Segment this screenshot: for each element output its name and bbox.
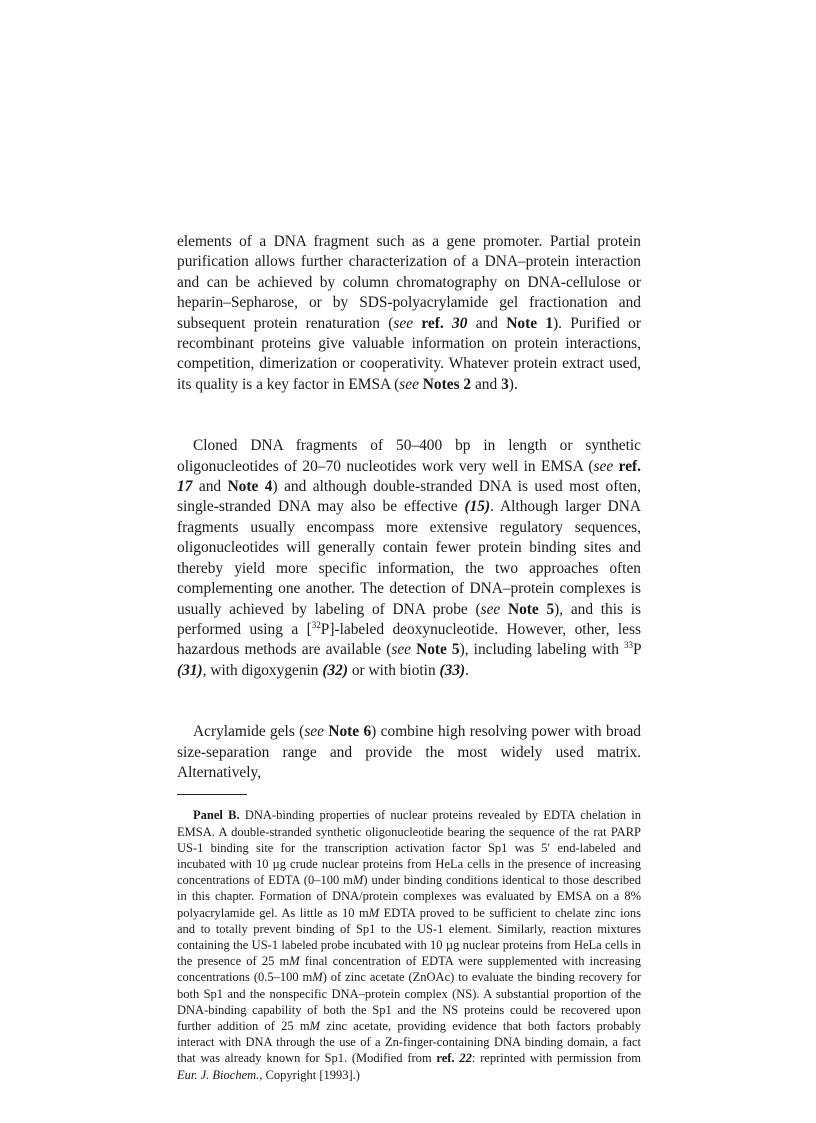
- journal-name: Eur. J. Biochem.: [177, 1067, 260, 1082]
- note-5-link: Note 5: [507, 600, 555, 618]
- footnote-divider: [177, 794, 247, 795]
- note-1-link: Note 1: [506, 314, 554, 332]
- page-body: [177, 232, 641, 1083]
- note-5-link-second: Note 5: [416, 641, 460, 659]
- note-6-link: Note 6: [328, 723, 372, 741]
- figure-legend-panel-b: Panel B. DNA-binding properties of nuclear proteins revealed by EDTA chelation in EMSA. A double-stranded synthetic oligonucleotide bearing the sequence of the rat PARP US-1 binding site for the transcription activation factor Sp1 was 5′ end-labeled and incubated with 10 µg crude nuclear proteins from HeLa cells in the presence of increasing concentrations of EDTA (0–100 mM) under binding conditions identical to those described in this chapter. Formation of DNA/protein complexes was evaluated by EMSA on a 8% polyacrylamide gel. As little as 10 mM EDTA proved to be sufficient to chelate zinc ions and to totally prevent binding of Sp1 to the US-1 element. Similarly, reaction mixtures containing the US-1 labeled probe incubated with 10 µg nuclear proteins from HeLa cells in the presence of 25 mM final concentration of EDTA were supplemented with increasing concentrations (0.5–100 mM) of zinc acetate (ZnOAc) to evaluate the binding recovery for both Sp1 and the nonspecific DNA–protein complex (NS). A substantial proportion of the DNA-binding capability of both the Sp1 and the NS proteins could be recovered upon further addition of 25 mM zinc acetate, providing evidence that both factors probably interact with DNA through the use of a Zn-finger-containing DNA binding domain, a fact that was already known for Sp1. (Modified from ref. 22: reprinted with permission from Eur. J. Biochem., Copyright [1993].): [177, 808, 642, 1082]
- note-4-link: Note 4: [227, 478, 273, 496]
- paragraph-protein-extracts: elements of a DNA fragment such as a gene promoter. Partial protein purification allows further characterization of a DNA–protein interaction and can be achieved by column chromatography on DNA-cellulose or heparin–Sepharose, or by SDS-polyacrylamide gel fractionation and subsequent protein renaturation (see ref. 30 and Note 1). Purified or recombinant proteins give valuable information on protein interactions, competition, dimerization or cooperativity. Whatever protein extract used, its quality is a key factor in EMSA (see Notes 2 and 3).: [177, 233, 642, 393]
- ref-30-link: ref. 30: [421, 314, 468, 332]
- citation-32: (32): [322, 661, 349, 679]
- note-3-link: 3: [501, 375, 509, 393]
- citation-31: (31): [177, 661, 203, 679]
- panel-label: Panel B.: [193, 808, 240, 823]
- ref-22-link: ref. 22: [436, 1051, 472, 1066]
- section-gap: [177, 681, 641, 722]
- ref-17-link: ref. 17: [177, 457, 641, 496]
- citation-15: (15): [464, 498, 491, 516]
- paragraph-dna-probes: Cloned DNA fragments of 50–400 bp in length or synthetic oligonucleotides of 20–70 nucleotides work very well in EMSA (see ref. 17 and Note 4) and although double-stranded DNA is used most often, single-stranded DNA may also be effective (15). Although larger DNA fragments usually encompass more extensive regulatory sequences, oligonucleotides will generally contain fewer protein binding sites and thereby yield more specific information, the two approaches often complementing one another. The detection of DNA–protein complexes is usually achieved by labeling of DNA probe (see Note 5), and this is performed using a [$^{32}$P]-labeled deoxynucleotide. However, other, less hazardous methods are available (see Note 5), including labeling with $^{33}$P (31), with digoxygenin (32) or with biotin (33).: [177, 437, 642, 679]
- citation-33: (33): [439, 661, 466, 679]
- notes-2-link: Notes 2: [422, 375, 472, 393]
- paragraph-acrylamide-gels: Acrylamide gels (see Note 6) combine high resolving power with broad size-separation range and provide the most widely used matrix. Alternatively,: [177, 723, 641, 781]
- section-gap: [177, 395, 641, 436]
